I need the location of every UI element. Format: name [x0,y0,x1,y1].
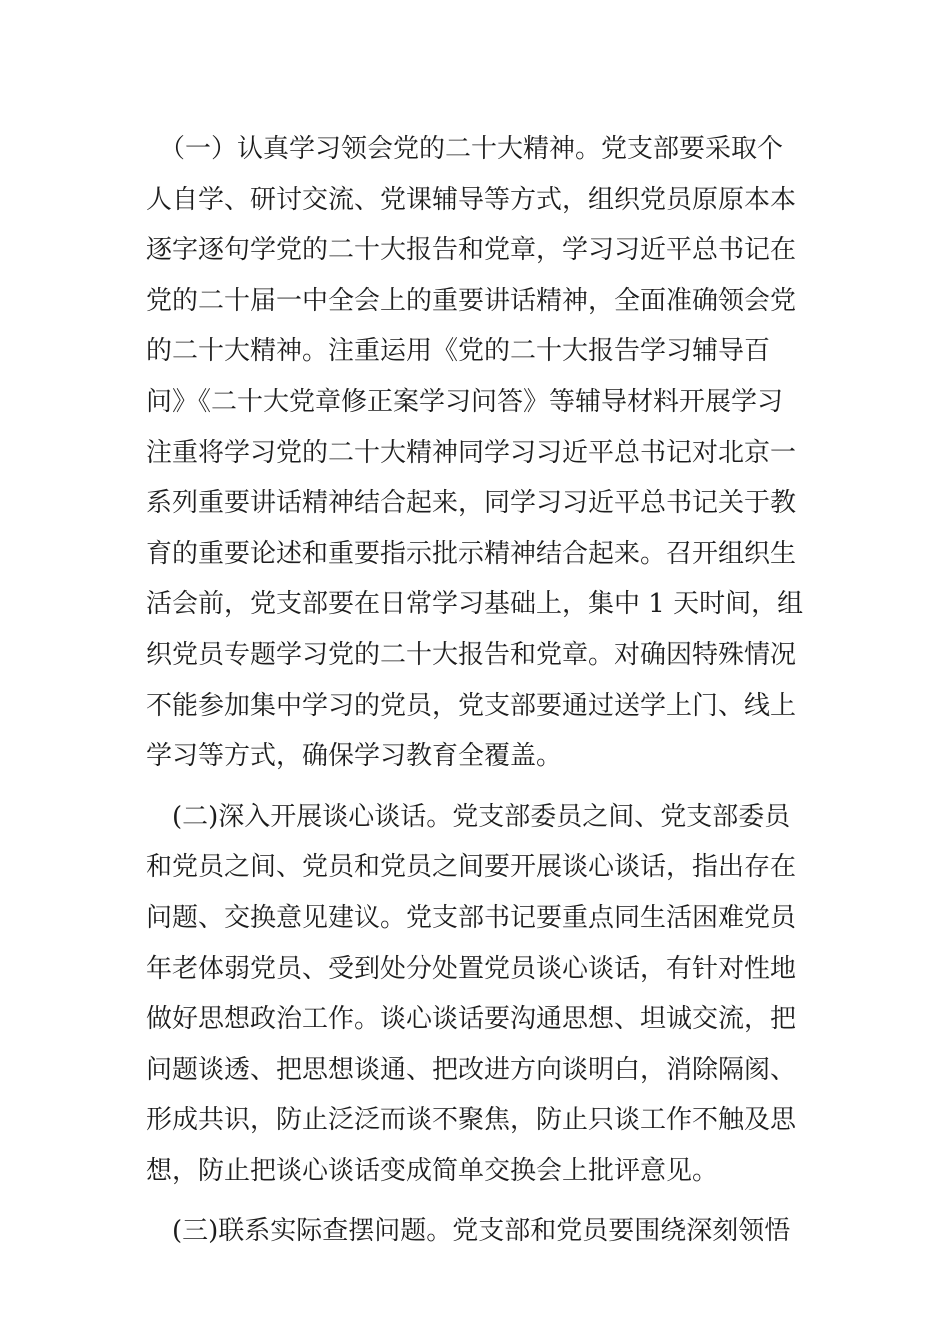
text-line: （一）认真学习领会党的二十大精神。党支部要采取个 [146,134,784,164]
text-line: (三)联系实际查摆问题。党支部和党员要围绕深刻领悟 [146,1216,791,1247]
text-line: 人自学、研讨交流、党课辅导等方式，组织党员原原本本 [146,184,797,215]
paragraph-spacing [146,782,816,792]
text-line: 注重将学习党的二十大精神同学习习近平总书记对北京一 [146,437,797,468]
document-body [146,124,816,1257]
text-line: 活会前，党支部要在日常学习基础上，集中 1 天时间，组 [146,589,804,620]
text-line: 问题谈透、把思想谈通、把改进方向谈明白，消除隔阂、 [146,1054,797,1085]
text-line: 逐字逐句学党的二十大报告和党章，学习习近平总书记在 [146,235,797,266]
text-line: 育的重要论述和重要指示批示精神结合起来。召开组织生 [146,538,797,569]
text-line: 学习等方式，确保学习教育全覆盖。 [146,741,563,772]
text-line: 问题、交换意见建议。党支部书记要重点同生活困难党员 [146,902,797,933]
text-line: 织党员专题学习党的二十大报告和党章。对确因特殊情况 [146,639,797,670]
text-line: 和党员之间、党员和党员之间要开展谈心谈话，指出存在 [146,852,797,883]
paragraph-heart-to-heart-talks [146,792,816,1197]
text-line: 系列重要讲话精神结合起来，同学习习近平总书记关于教 [146,488,797,519]
text-line: (二)深入开展谈心谈话。党支部委员之间、党支部委员 [146,801,791,832]
paragraph-identify-problems [146,1206,816,1257]
text-line: 做好思想政治工作。谈心谈话要沟通思想、坦诚交流，把 [146,1004,797,1035]
text-line: 想，防止把谈心谈话变成简单交换会上批评意见。 [146,1155,719,1186]
text-line: 不能参加集中学习的党员，党支部要通过送学上门、线上 [146,690,797,721]
text-line: 形成共识，防止泛泛而谈不聚焦，防止只谈工作不触及思 [146,1105,797,1136]
text-line: 党的二十届一中全会上的重要讲话精神，全面准确领会党 [146,285,797,316]
text-line: 问》《二十大党章修正案学习问答》等辅导材料开展学习 [146,386,784,417]
paragraph-study-spirit [146,124,816,782]
text-line: 的二十大精神。注重运用《党的二十大报告学习辅导百 [146,336,771,367]
text-line: 年老体弱党员、受到处分处置党员谈心谈话，有针对性地 [146,953,797,984]
paragraph-spacing [146,1196,816,1206]
